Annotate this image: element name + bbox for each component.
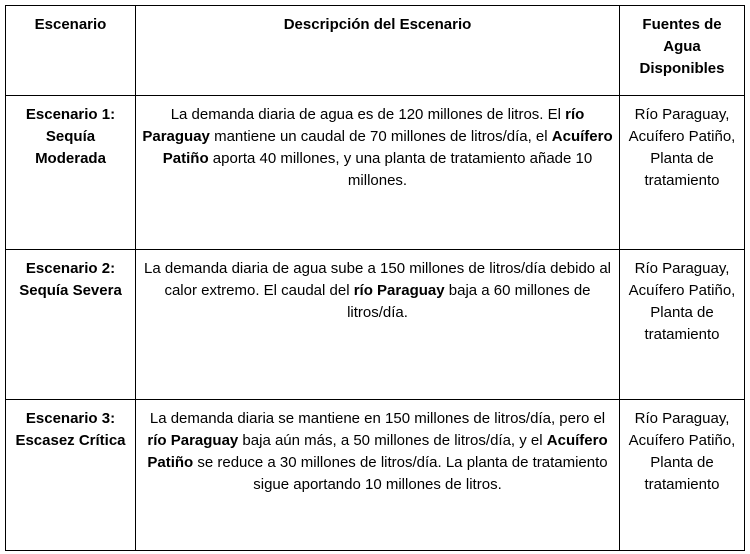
desc-highlight: río Paraguay	[142, 106, 585, 145]
desc-text: mantiene un caudal de 70 millones de litros/día, el	[209, 128, 552, 145]
table-row	[6, 250, 745, 400]
scenario-sources: Río Paraguay, Acuífero Patiño, Planta de tratamiento	[620, 96, 745, 250]
desc-highlight: río Paraguay	[147, 432, 239, 449]
desc-text: aporta 40 millones, y una planta de tratamiento añade 10 millones.	[208, 150, 593, 189]
table-row	[6, 96, 745, 250]
desc-text: La demanda diaria de agua sube a 150 millones de litros/día debido al calor extremo. El caudal del	[144, 260, 611, 299]
scenario-sources: Río Paraguay, Acuífero Patiño, Planta de tratamiento	[620, 250, 745, 400]
header-row	[6, 6, 745, 96]
desc-highlight: río Paraguay	[353, 282, 445, 299]
scenario-name: Escenario 2: Sequía Severa	[6, 250, 136, 400]
scenario-table	[5, 5, 745, 551]
desc-highlight: Acuífero Patiño	[147, 432, 608, 471]
scenario-description	[136, 400, 620, 551]
header-sources: Fuentes de Agua Disponibles	[620, 6, 745, 96]
desc-text: se reduce a 30 millones de litros/día. La planta de tratamiento sigue aportando 10 millones de litros.	[193, 454, 608, 493]
scenario-description	[136, 250, 620, 400]
desc-highlight: Acuífero Patiño	[162, 128, 613, 167]
scenario-name: Escenario 1: Sequía Moderada	[6, 96, 136, 250]
desc-text: La demanda diaria se mantiene en 150 millones de litros/día, pero el	[149, 410, 606, 427]
table-row	[6, 400, 745, 551]
scenario-description	[136, 96, 620, 250]
header-description: Descripción del Escenario	[136, 6, 620, 96]
desc-text: baja a 60 millones de litros/día.	[347, 282, 591, 321]
desc-text: La demanda diaria de agua es de 120 millones de litros. El	[170, 106, 566, 123]
desc-text: baja aún más, a 50 millones de litros/día, y el	[238, 432, 547, 449]
scenario-sources: Río Paraguay, Acuífero Patiño, Planta de tratamiento	[620, 400, 745, 551]
scenario-name: Escenario 3: Escasez Crítica	[6, 400, 136, 551]
header-scenario: Escenario	[6, 6, 136, 96]
